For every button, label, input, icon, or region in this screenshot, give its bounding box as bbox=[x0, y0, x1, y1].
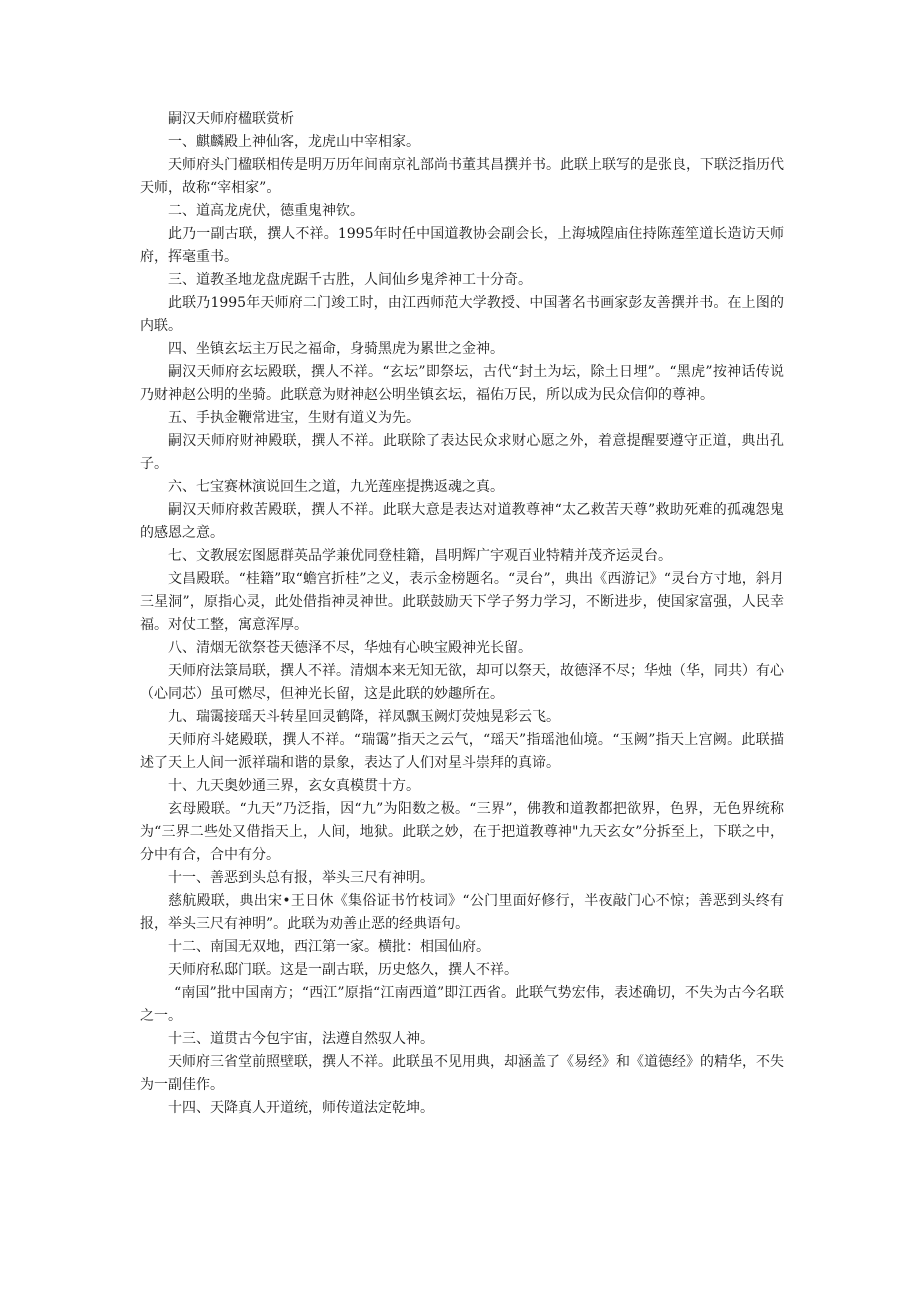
couplet-note-9: 天师府斗姥殿联，撰人不祥。“瑞霭”指天之云气，“瑶天”指瑶池仙境。“玉阙”指天上宫阙。此联描述了天上人间一派祥瑞和谐的景象，表达了人们对星斗崇拜的真谛。 bbox=[140, 732, 784, 771]
couplet-note-10: 玄母殿联。“九天”乃泛指，因“九”为阳数之极。“三界”，佛教和道教都把欲界，色界，无色界统称为“三界二些处又借指天上，人间，地狱。此联之妙，在于把道教尊神"九天玄女”分拆至上，下联之中，分中有合，合中有分。 bbox=[140, 801, 784, 863]
couplet-note-2: 此乃一副古联，撰人不祥。1995年时任中国道教协会副会长，上海城隍庙住持陈莲笙道长造访天师府，挥毫重书。 bbox=[140, 226, 784, 265]
couplet-heading-4: 四、坐镇玄坛主万民之福命，身骑黑虎为累世之金神。 bbox=[168, 341, 504, 357]
couplet-heading-13: 十三、道贯古今包宇宙，法遵自然驭人神。 bbox=[168, 1031, 434, 1047]
couplet-heading-2: 二、道高龙虎伏，德重鬼神钦。 bbox=[168, 203, 364, 219]
couplet-note-12a: 天师府私邸门联。这是一副古联，历史悠久，撰人不祥。 bbox=[168, 962, 518, 978]
couplet-note-13: 天师府三省堂前照壁联，撰人不祥。此联虽不见用典，却涵盖了《易经》和《道德经》的精华，不失为一副佳作。 bbox=[140, 1054, 784, 1093]
couplet-heading-7: 七、文教展宏图愿群英品学兼优同登桂籍，昌明辉广宇观百业特精并茂齐运灵台。 bbox=[168, 548, 672, 564]
couplet-note-12b: “南国”批中国南方；“西江”原指“江南西道”即江西省。此联气势宏伟，表述确切，不失为古今名联之一。 bbox=[140, 985, 784, 1024]
couplet-note-8: 天师府法箓局联，撰人不祥。清烟本来无知无欲，却可以祭天，故德泽不尽；华烛（华，同共）有心（心同芯）虽可燃尽，但神光长留，这是此联的妙趣所在。 bbox=[140, 663, 784, 702]
document-title: 嗣汉天师府楹联赏析 bbox=[168, 111, 294, 127]
couplet-note-3: 此联乃1995年天师府二门竣工时，由江西师范大学教授、中国著名书画家彭友善撰并书。在上图的内联。 bbox=[140, 295, 784, 334]
couplet-heading-12: 十二、南国无双地，西江第一家。横批：相国仙府。 bbox=[168, 939, 490, 955]
couplet-note-1: 天师府头门楹联相传是明万历年间南京礼部尚书董其昌撰并书。此联上联写的是张良，下联泛指历代天师，故称“宰相家”。 bbox=[140, 157, 784, 196]
couplet-heading-6: 六、七宝赛林演说回生之道，九光莲座提携返魂之真。 bbox=[168, 479, 504, 495]
couplet-note-5: 嗣汉天师府财神殿联，撰人不祥。此联除了表达民众求财心愿之外，着意提醒要遵守正道，典出孔子。 bbox=[140, 433, 784, 472]
document-page bbox=[140, 108, 784, 1120]
couplet-heading-1: 一、麒麟殿上神仙客，龙虎山中宰相家。 bbox=[168, 134, 420, 150]
couplet-heading-3: 三、道教圣地龙盘虎踞千古胜，人间仙乡鬼斧神工十分奇。 bbox=[168, 272, 532, 288]
couplet-heading-11: 十一、善恶到头总有报，举头三尺有神明。 bbox=[168, 870, 434, 886]
couplet-note-4: 嗣汉天师府玄坛殿联，撰人不祥。“玄坛”即祭坛，古代“封土为坛，除土日埋”。“黑虎”按神话传说乃财神赵公明的坐骑。此联意为财神赵公明坐镇玄坛，福佑万民，所以成为民众信仰的尊神。 bbox=[140, 364, 784, 403]
couplet-heading-9: 九、瑞霭接瑶天斗转星回灵鹤降，祥凤飘玉阙灯荧烛晃彩云飞。 bbox=[168, 709, 560, 725]
couplet-note-11: 慈航殿联，典出宋•王日休《集俗证书竹枝词》“公门里面好修行，半夜敲门心不惊；善恶到头终有报，举头三尺有神明”。此联为劝善止恶的经典语句。 bbox=[140, 893, 784, 932]
couplet-heading-8: 八、清烟无欲祭苍天德泽不尽，华烛有心映宝殿神光长留。 bbox=[168, 640, 532, 656]
couplet-heading-14: 十四、天降真人开道统，师传道法定乾坤。 bbox=[168, 1100, 434, 1116]
couplet-note-6: 嗣汉天师府救苦殿联，撰人不祥。此联大意是表达对道教尊神“太乙救苦天尊”救助死难的孤魂怨鬼的感恩之意。 bbox=[140, 502, 784, 541]
couplet-heading-5: 五、手执金鞭常进宝，生财有道义为先。 bbox=[168, 410, 420, 426]
couplet-note-7: 文昌殿联。“桂籍”取“蟾宫折桂”之义，表示金榜题名。“灵台”，典出《西游记》“灵台方寸地，斜月三星洞”，原指心灵，此处借指神灵神世。此联鼓励天下学子努力学习，不断进步，使国家富强，人民幸福。对仗工整，寓意浑厚。 bbox=[140, 571, 784, 633]
couplet-heading-10: 十、九天奥妙通三界，玄女真模贯十方。 bbox=[168, 778, 420, 794]
